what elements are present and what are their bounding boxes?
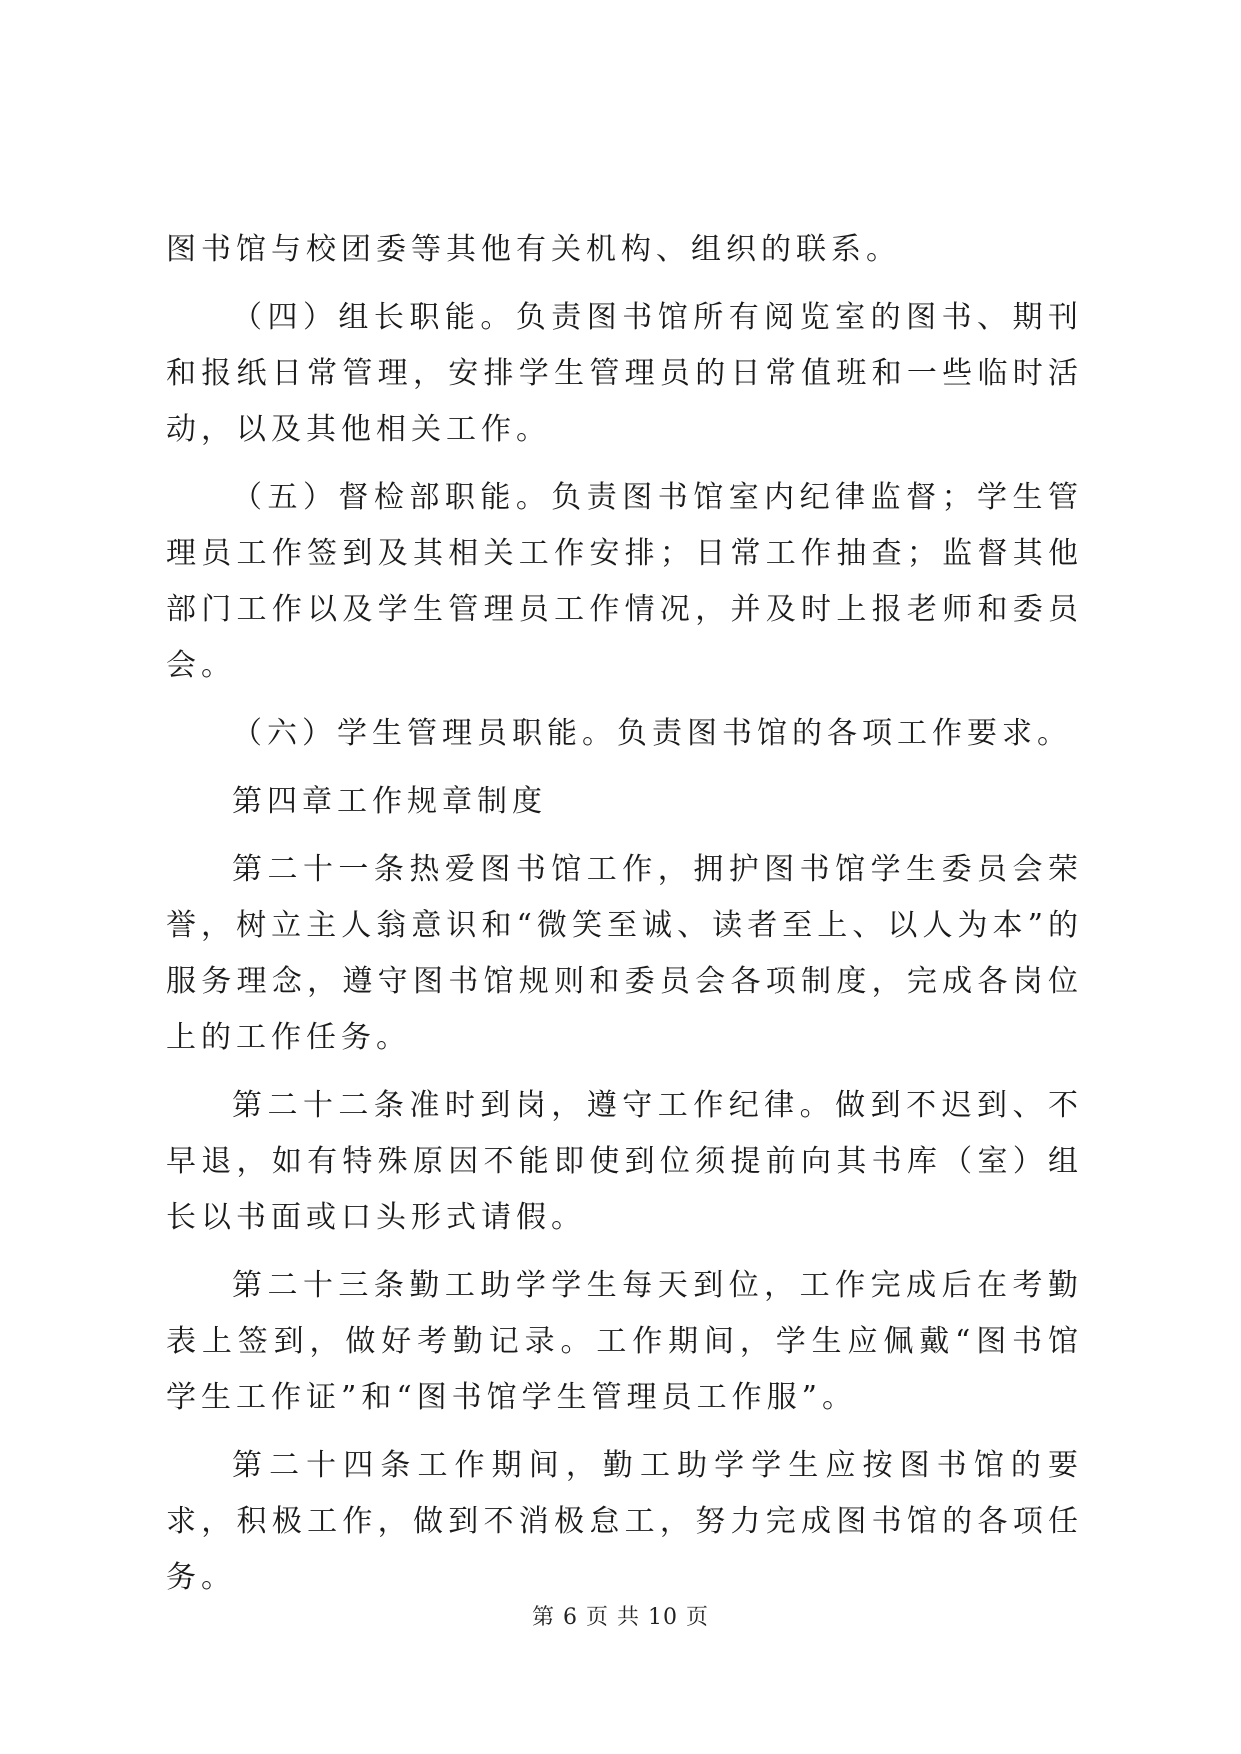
chapter-heading: 第四章工作规章制度 bbox=[232, 784, 547, 819]
article-21: 第二十一条热爱图书馆工作，拥护图书馆学生委员会荣誉，树立主人翁意识和“微笑至诚、读者至上、以人为本”的服务理念，遵守图书馆规则和委员会各项制度，完成各岗位上的工作任务。 bbox=[166, 852, 1083, 1055]
page-number-footer: 第 6 页 共 10 页 bbox=[532, 1605, 709, 1630]
paragraph-student-admin-duties: （六）学生管理员职能。负责图书馆的各项工作要求。 bbox=[232, 716, 1072, 751]
article-23: 第二十三条勤工助学学生每天到位，工作完成后在考勤表上签到，做好考勤记录。工作期间，学生应佩戴“图书馆学生工作证”和“图书馆学生管理员工作服”。 bbox=[166, 1268, 1083, 1415]
article-22: 第二十二条准时到岗，遵守工作纪律。做到不迟到、不早退，如有特殊原因不能即使到位须提前向其书库（室）组长以书面或口头形式请假。 bbox=[166, 1088, 1083, 1235]
article-24: 第二十四条工作期间，勤工助学学生应按图书馆的要求，积极工作，做到不消极怠工，努力完成图书馆的各项任务。 bbox=[166, 1448, 1083, 1595]
paragraph-inspection-dept-duties: （五）督检部职能。负责图书馆室内纪律监督；学生管理员工作签到及其相关工作安排；日常工作抽查；监督其他部门工作以及学生管理员工作情况，并及时上报老师和委员会。 bbox=[166, 480, 1083, 683]
paragraph-continuation: 图书馆与校团委等其他有关机构、组织的联系。 bbox=[166, 232, 901, 267]
paragraph-group-leader-duties: （四）组长职能。负责图书馆所有阅览室的图书、期刊和报纸日常管理，安排学生管理员的日常值班和一些临时活动，以及其他相关工作。 bbox=[166, 300, 1083, 447]
document-body bbox=[166, 222, 1083, 1618]
